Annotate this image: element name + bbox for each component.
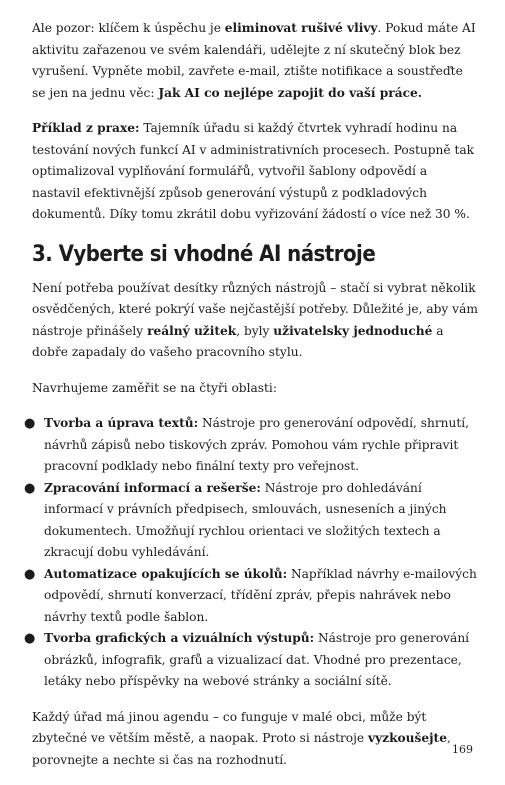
list-item bbox=[24, 564, 478, 629]
list-item-title: Automatizace opakujících se úkolů: bbox=[44, 566, 288, 581]
section-heading: 3. Vyberte si vhodné AI nástroje bbox=[32, 240, 376, 267]
list-item-title: Tvorba a úprava textů: bbox=[44, 416, 199, 430]
page-content bbox=[24, 18, 478, 785]
bold-phrase: uživatelsky jednoduché bbox=[273, 323, 433, 338]
text-run: Tajemník úřadu si každý čtvrtek vyhradí hodinu na testování nových funkcí AI v administrativních procesech. Postupně tak optimalizoval vyplňování formulářů, vytvořil šablony odpovědí a nastavil efektivnější způsob generování výstupů z podkladových dokumentů. Díky tomu zkrátil dobu vyřizování žádostí o více než 30 %. bbox=[32, 121, 475, 221]
text-run: , porovnejte a nechte si čas na rozhodnutí. bbox=[32, 731, 451, 767]
list-item-title: Tvorba grafických a vizuálních výstupů: bbox=[44, 631, 315, 645]
list-item-title: Zpracování informací a rešerše: bbox=[44, 480, 261, 495]
bullet-icon: ● bbox=[24, 631, 36, 646]
text-run: a dobře zapadaly do vašeho pracovního stylu. bbox=[32, 323, 444, 359]
bold-phrase: eliminovat rušivé vlivy bbox=[224, 21, 378, 35]
text-run: , byly bbox=[236, 323, 274, 338]
text-run: Každý úřad má jinou agendu – co funguje v malé obci, může být zbytečné ve větším městě, a naopak. Proto si nástroje bbox=[32, 709, 427, 745]
text-run: Není potřeba používat desítky různých nástrojů – stačí si vybrat několik osvědčených, které pokrýí vaše nejčastější potřeby. Důležité je, aby vám nástroje přinášely bbox=[32, 280, 478, 338]
bullet-icon: ● bbox=[24, 416, 36, 431]
list-item-text: Nástroje pro generování obrázků, infografik, grafů a vizualizací dat. Vhodné pro prezentace, letáky nebo příspěvky na webové stránky a sociální sítě. bbox=[44, 631, 470, 688]
paragraph-conclusion bbox=[32, 707, 478, 772]
bold-phrase: vyzkoušejte bbox=[368, 731, 447, 745]
bullet-icon: ● bbox=[24, 480, 36, 496]
paragraph-example bbox=[32, 118, 478, 226]
list-item bbox=[24, 413, 478, 478]
list-item bbox=[24, 478, 478, 564]
text-run: Ale pozor: klíčem k úspěchu je bbox=[32, 21, 225, 35]
list-item-text: Nástroje pro dohledávání informací v právních předpisech, smlouvách, usneseních a jiných dokumentech. Umožňují rychlou orientaci ve složitých textech a zkracují dobu vyhledávání. bbox=[44, 480, 447, 559]
example-label: Příklad z praxe: bbox=[32, 121, 140, 135]
list-item-text: Například návrhy e-mailových odpovědí, shrnutí konverzací, třídění zpráv, přepis nahrávek nebo návrhy textů podle šablon. bbox=[44, 566, 477, 624]
page-number: 169 bbox=[452, 743, 473, 756]
paragraph-distractions bbox=[32, 18, 478, 104]
paragraph-intro bbox=[32, 278, 478, 364]
text-run: . Pokud máte AI aktivitu zařazenou ve svém kalendáři, udělejte z ní skutečný blok bez vyrušení. Vypněte mobil, zavřete e-mail, ztište notifikace a soustřeďte se jen na jednu věc: bbox=[32, 21, 476, 100]
bold-phrase: reálný užitek bbox=[147, 323, 237, 338]
areas-list bbox=[24, 413, 478, 693]
paragraph-areas-intro: Navrhujeme zaměřit se na čtyři oblasti: bbox=[32, 380, 277, 395]
bold-phrase: Jak AI co nejlépe zapojit do vaší práce. bbox=[158, 85, 423, 100]
list-item bbox=[24, 628, 478, 693]
list-item-text: Nástroje pro generování odpovědí, shrnutí, návrhů zápisů nebo tiskových zpráv. Pomohou vám rychle připravit pracovní podklady nebo finální texty pro veřejnost. bbox=[44, 416, 470, 473]
bullet-icon: ● bbox=[24, 566, 36, 582]
